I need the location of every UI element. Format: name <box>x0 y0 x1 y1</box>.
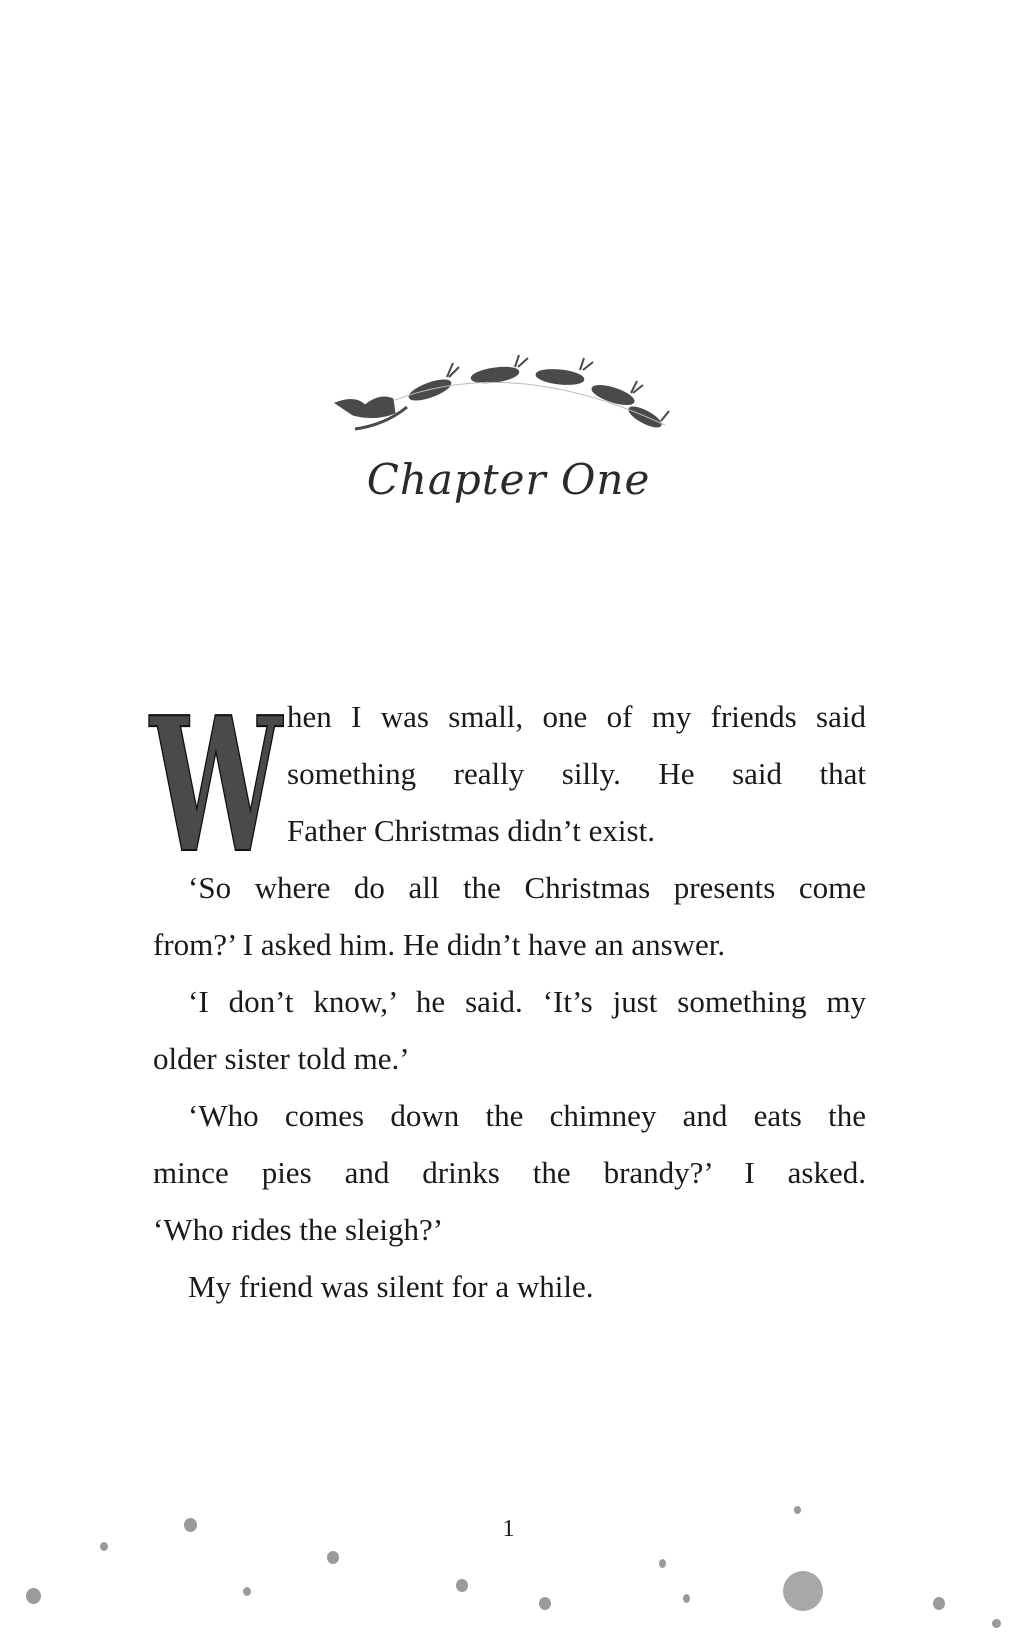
sleigh-reindeer-illustration <box>335 355 675 455</box>
snow-dot <box>184 1518 197 1532</box>
body-line: ‘So where do all the Christmas presents come <box>188 870 866 905</box>
snow-dot <box>992 1619 1001 1628</box>
snow-dot <box>26 1588 41 1604</box>
body-line: ‘I don’t know,’ he said. ‘It’s just something my <box>188 984 866 1019</box>
snow-dot <box>100 1542 108 1551</box>
snow-dot <box>456 1579 468 1592</box>
snow-dot <box>794 1506 801 1514</box>
snow-dot <box>683 1594 690 1603</box>
snow-dot <box>327 1551 339 1564</box>
drop-cap-w <box>148 676 285 894</box>
body-line: Father Christmas didn’t exist. <box>287 813 655 848</box>
body-line: mince pies and drinks the brandy?’ I asked. <box>153 1155 866 1190</box>
snow-dot <box>933 1597 945 1610</box>
body-line: something really silly. He said that <box>287 756 866 791</box>
body-line: ‘Who rides the sleigh?’ <box>153 1212 444 1247</box>
chapter-title: Chapter One <box>366 455 651 504</box>
snow-dot <box>539 1597 551 1610</box>
body-line: My friend was silent for a while. <box>188 1269 594 1304</box>
svg-text:W: W <box>148 676 284 894</box>
body-line: hen I was small, one of my friends said <box>287 699 866 734</box>
page-number: 1 <box>502 1516 515 1542</box>
snow-dot <box>243 1587 251 1596</box>
body-line: ‘Who comes down the chimney and eats the <box>188 1098 866 1133</box>
snow-dot <box>659 1559 666 1568</box>
body-line: from?’ I asked him. He didn’t have an answer. <box>153 927 726 962</box>
body-line: older sister told me.’ <box>153 1041 410 1076</box>
snow-dot <box>783 1571 823 1611</box>
